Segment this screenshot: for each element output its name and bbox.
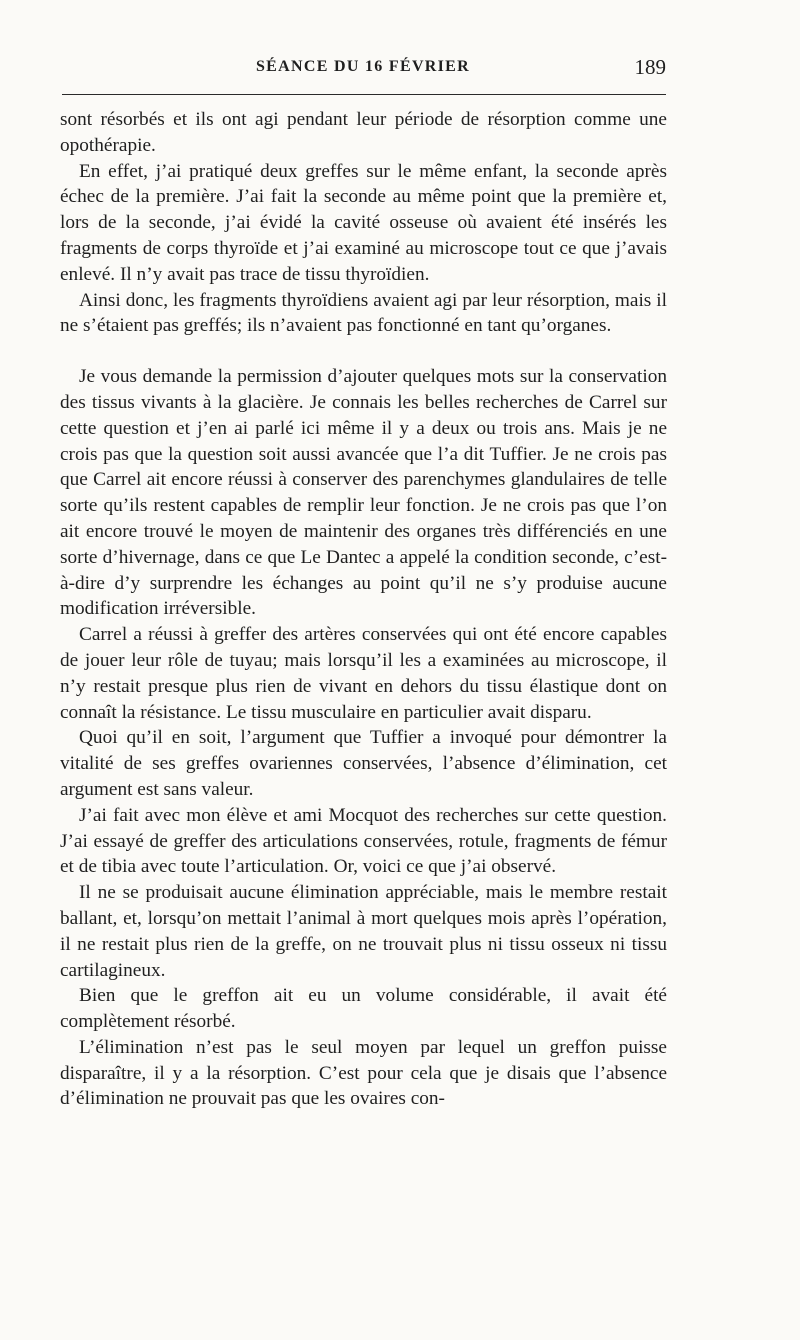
paragraph-2: En effet, j’ai pratiqué deux greffes sur le même enfant, la seconde après échec de la première. J’ai fait la seconde au même point que la première et, lors de la seconde, j’ai évidé la cavité osseuse où avaient été insérés les fragments de corps thyroïde et j’ai examiné au microscope tout ce que j’avais enlevé. Il n’y avait pas trace de tissu thyroïdien. <box>60 160 667 285</box>
paragraph-7: J’ai fait avec mon élève et ami Mocquot des recherches sur cette question. J’ai essayé de greffer des articulations conservées, rotule, fragments de fémur et de tibia avec toute l’articulation. Or, voici ce que j’ai observé. <box>60 804 667 878</box>
body-text <box>60 107 667 1112</box>
paragraph-5: Carrel a réussi à greffer des artères conservées qui ont été encore capables de jouer leur rôle de tuyau; mais lorsqu’il les a examinées au microscope, il n’y restait presque plus rien de vivant en dehors du tissu élastique dont on connaît la résistance. Le tissu musculaire en particulier avait disparu. <box>60 624 667 723</box>
paragraph-10: L’élimination n’est pas le seul moyen par lequel un greffon puisse disparaître, il y a la résorption. C’est pour cela que je disais que l’absence d’élimination ne prouvait pas que les ovaires con- <box>60 1036 667 1110</box>
paragraph-8: Il ne se produisait aucune élimination appréciable, mais le membre restait ballant, et, lorsqu’on mettait l’animal à mort quelques mois après l’opération, il ne restait plus rien de la greffe, on ne trouvait plus ni tissu osseux ni tissu cartilagineux. <box>60 882 667 981</box>
paragraph-3: Ainsi donc, les fragments thyroïdiens avaient agi par leur résorption, mais il ne s’étaient pas greffés; ils n’avaient pas fonctionné en tant qu’organes. <box>60 289 667 337</box>
running-head <box>60 52 666 82</box>
paragraph-6: Quoi qu’il en soit, l’argument que Tuffier a invoqué pour démontrer la vitalité de ses greffes ovariennes conservées, l’absence d’élimination, cet argument est sans valeur. <box>60 727 667 800</box>
page-number: 189 <box>634 55 666 79</box>
running-title: SÉANCE DU 16 FÉVRIER <box>255 58 471 75</box>
header-rule <box>62 94 666 95</box>
paragraph-9: Bien que le greffon ait eu un volume considérable, il avait été complètement résorbé. <box>60 985 667 1033</box>
paragraph-4: Je vous demande la permission d’ajouter quelques mots sur la conservation des tissus vivants à la glacière. Je connais les belles recherches de Carrel sur cette question et j’en ai parlé ici même il y a deux ou trois ans. Mais je ne crois pas que la question soit aussi avancée que l’a dit Tuffier. Je ne crois pas que Carrel ait encore réussi à conserver des parenchymes glandulaires de telle sorte qu’ils restent capables de remplir leur fonction. Je ne crois pas que l’on ait encore trouvé le moyen de maintenir des organes très différenciés en une sorte d’hivernage, dans ce que Le Dantec a appelé la condition seconde, c’est-à-dire d’y surprendre les échanges au point qu’il ne s’y produise aucune modification irréversible. <box>60 366 667 620</box>
paragraph-1: sont résorbés et ils ont agi pendant leur période de résorption comme une opothérapie. <box>60 109 667 156</box>
